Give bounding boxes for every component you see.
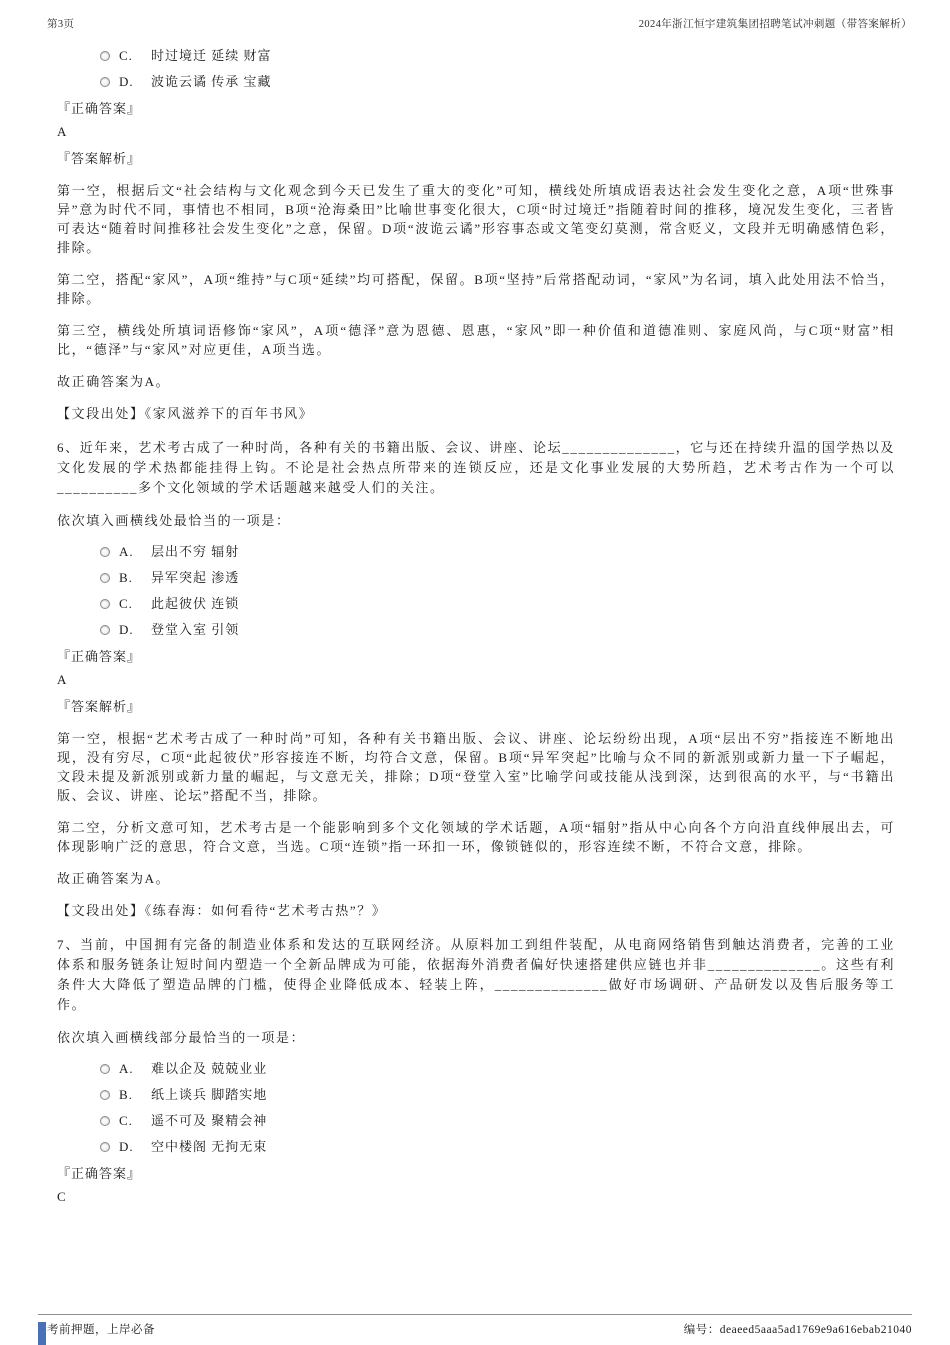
question-stem: 7、当前，中国拥有完备的制造业体系和发达的互联网经济。从原料加工到组件装配，从电商网络销售到触达消费者，完善的工业体系和服务链条让短时间内塑造一个全新品牌成为可能，依据海外消费者偏好快速搭建供应链也并非______________。这些有利条件大大降低了塑造品牌的门槛，使得企业降低成本、轻装上阵，______________做好市场调研、产品研发以及售后服务等工作。 [57, 937, 895, 1012]
option-text: 时过境迁 延续 财富 [151, 48, 272, 63]
option-text: 波诡云谲 传承 宝藏 [151, 74, 272, 89]
radio-icon[interactable] [100, 625, 110, 635]
question-instruction: 依次填入画横线处最恰当的一项是： [57, 513, 291, 528]
analysis-paragraph: 第二空，搭配“家风”，A项“维持”与C项“延续”均可搭配，保留。B项“坚持”后常搭配动词，“家风”为名词，填入此处用法不恰当，排除。 [57, 272, 895, 306]
radio-icon[interactable] [100, 51, 110, 61]
option-text: 异军突起 渗透 [151, 570, 240, 585]
page-footer [47, 1321, 912, 1337]
option-row[interactable] [100, 594, 895, 613]
option-text: 此起彼伏 连锁 [151, 596, 240, 611]
analysis-paragraph: 第一空，根据后文“社会结构与文化观念到今天已发生了重大的变化”可知，横线处所填成语表达社会发生变化之意，A项“世殊事异”意为时代不同，事情也不相同，B项“沧海桑田”比喻世事变化很大，C项“时过境迁”指随着时间的推移，境况发生变化，三者皆可表达“随着时间推移社会发生变化”之意，保留。D项“波诡云谲”形容事态或文笔变幻莫测，常含贬义，文段并无明确感情色彩，排除。 [57, 183, 895, 255]
radio-icon[interactable] [100, 1090, 110, 1100]
option-row[interactable] [100, 1111, 895, 1130]
footer-divider [38, 1314, 912, 1315]
question-7-section [57, 935, 895, 1206]
option-text: 纸上谈兵 脚踏实地 [151, 1087, 268, 1102]
correct-answer-label: 『正确答案』 [57, 101, 142, 116]
option-letter: D. [119, 1139, 134, 1154]
option-letter: C. [119, 48, 133, 63]
analysis-label: 『答案解析』 [57, 151, 142, 166]
option-row[interactable] [100, 1059, 895, 1078]
correct-answer-value: A [57, 672, 68, 687]
question-stem: 6、近年来，艺术考古成了一种时尚，各种有关的书籍出版、会议、讲座、论坛______________，它与还在持续升温的国学热以及文化发展的学术热都能挂得上钩。不论是社会热点所带来的连锁反应，还是文化事业发展的大势所趋，艺术考古作为一个可以__________多个文化领域的学术话题越来越受人们的关注。 [57, 440, 895, 495]
option-text: 遥不可及 聚精会神 [151, 1113, 268, 1128]
doc-title: 2024年浙江恒宇建筑集团招聘笔试冲刺题（带答案解析） [638, 19, 912, 30]
radio-icon[interactable] [100, 573, 110, 583]
footer-slogan: 考前押题，上岸必备 [47, 1324, 155, 1336]
conclusion-text: 故正确答案为A。 [57, 374, 171, 389]
option-row[interactable] [100, 568, 895, 587]
question-6-section [57, 438, 895, 920]
option-text: 难以企及 兢兢业业 [151, 1061, 268, 1076]
radio-icon[interactable] [100, 1116, 110, 1126]
option-letter: C. [119, 1113, 133, 1128]
radio-icon[interactable] [100, 77, 110, 87]
options-group [57, 1059, 895, 1156]
page-number: 第3页 [47, 19, 75, 30]
option-letter: D. [119, 74, 134, 89]
analysis-paragraph: 第一空，根据“艺术考古成了一种时尚”可知，各种有关书籍出版、会议、讲座、论坛纷纷出现，A项“层出不穷”指接连不断地出现，没有穷尽，C项“此起彼伏”形容接连不断，均符合文意，保留。B项“异军突起”比喻与众不同的新派别或新力量一下子崛起，文段未提及新派别或新力量的崛起，与文意无关，排除；D项“登堂入室”比喻学问或技能从浅到深，达到很高的水平，与“书籍出版、会议、讲座、论坛”搭配不当，排除。 [57, 731, 895, 803]
option-text: 层出不穷 辐射 [151, 544, 240, 559]
radio-icon[interactable] [100, 1064, 110, 1074]
option-row[interactable] [100, 542, 895, 561]
footer-accent-bar [38, 1322, 46, 1345]
option-row[interactable] [100, 46, 895, 65]
option-letter: B. [119, 570, 133, 585]
page-content [57, 46, 895, 1206]
options-group [57, 542, 895, 639]
correct-answer-value: A [57, 124, 68, 139]
option-letter: A. [119, 1061, 134, 1076]
question-instruction: 依次填入画横线部分最恰当的一项是： [57, 1030, 306, 1045]
correct-answer-value: C [57, 1189, 68, 1204]
option-letter: D. [119, 622, 134, 637]
analysis-paragraph: 第三空，横线处所填词语修饰“家风”，A项“德泽”意为恩德、恩惠，“家风”即一种价值和道德准则、家庭风尚，与C项“财富”相比，“德泽”与“家风”对应更佳，A项当选。 [57, 323, 895, 357]
analysis-label: 『答案解析』 [57, 699, 142, 714]
option-row[interactable] [100, 72, 895, 91]
option-text: 登堂入室 引领 [151, 622, 240, 637]
carryover-question-section [57, 46, 895, 423]
radio-icon[interactable] [100, 1142, 110, 1152]
footer-serial: 编号：deaeed5aaa5ad1769e9a616ebab21040 [683, 1324, 912, 1336]
source-text: 【文段出处】《家风滋养下的百年书风》 [57, 406, 314, 421]
radio-icon[interactable] [100, 547, 110, 557]
radio-icon[interactable] [100, 599, 110, 609]
correct-answer-label: 『正确答案』 [57, 649, 142, 664]
option-letter: B. [119, 1087, 133, 1102]
option-row[interactable] [100, 1085, 895, 1104]
option-letter: A. [119, 544, 134, 559]
option-row[interactable] [100, 620, 895, 639]
page-header [47, 16, 912, 31]
option-row[interactable] [100, 1137, 895, 1156]
option-letter: C. [119, 596, 133, 611]
option-text: 空中楼阁 无拘无束 [151, 1139, 268, 1154]
analysis-paragraph: 第二空，分析文意可知，艺术考古是一个能影响到多个文化领域的学术话题，A项“辐射”指从中心向各个方向沿直线伸展出去，可体现影响广泛的意思，符合文意，当选。C项“连锁”指一环扣一环，像锁链似的，形容连续不断，不符合文意，排除。 [57, 820, 895, 854]
correct-answer-label: 『正确答案』 [57, 1166, 142, 1181]
source-text: 【文段出处】《练春海：如何看待“艺术考古热”？》 [57, 903, 387, 918]
conclusion-text: 故正确答案为A。 [57, 871, 171, 886]
